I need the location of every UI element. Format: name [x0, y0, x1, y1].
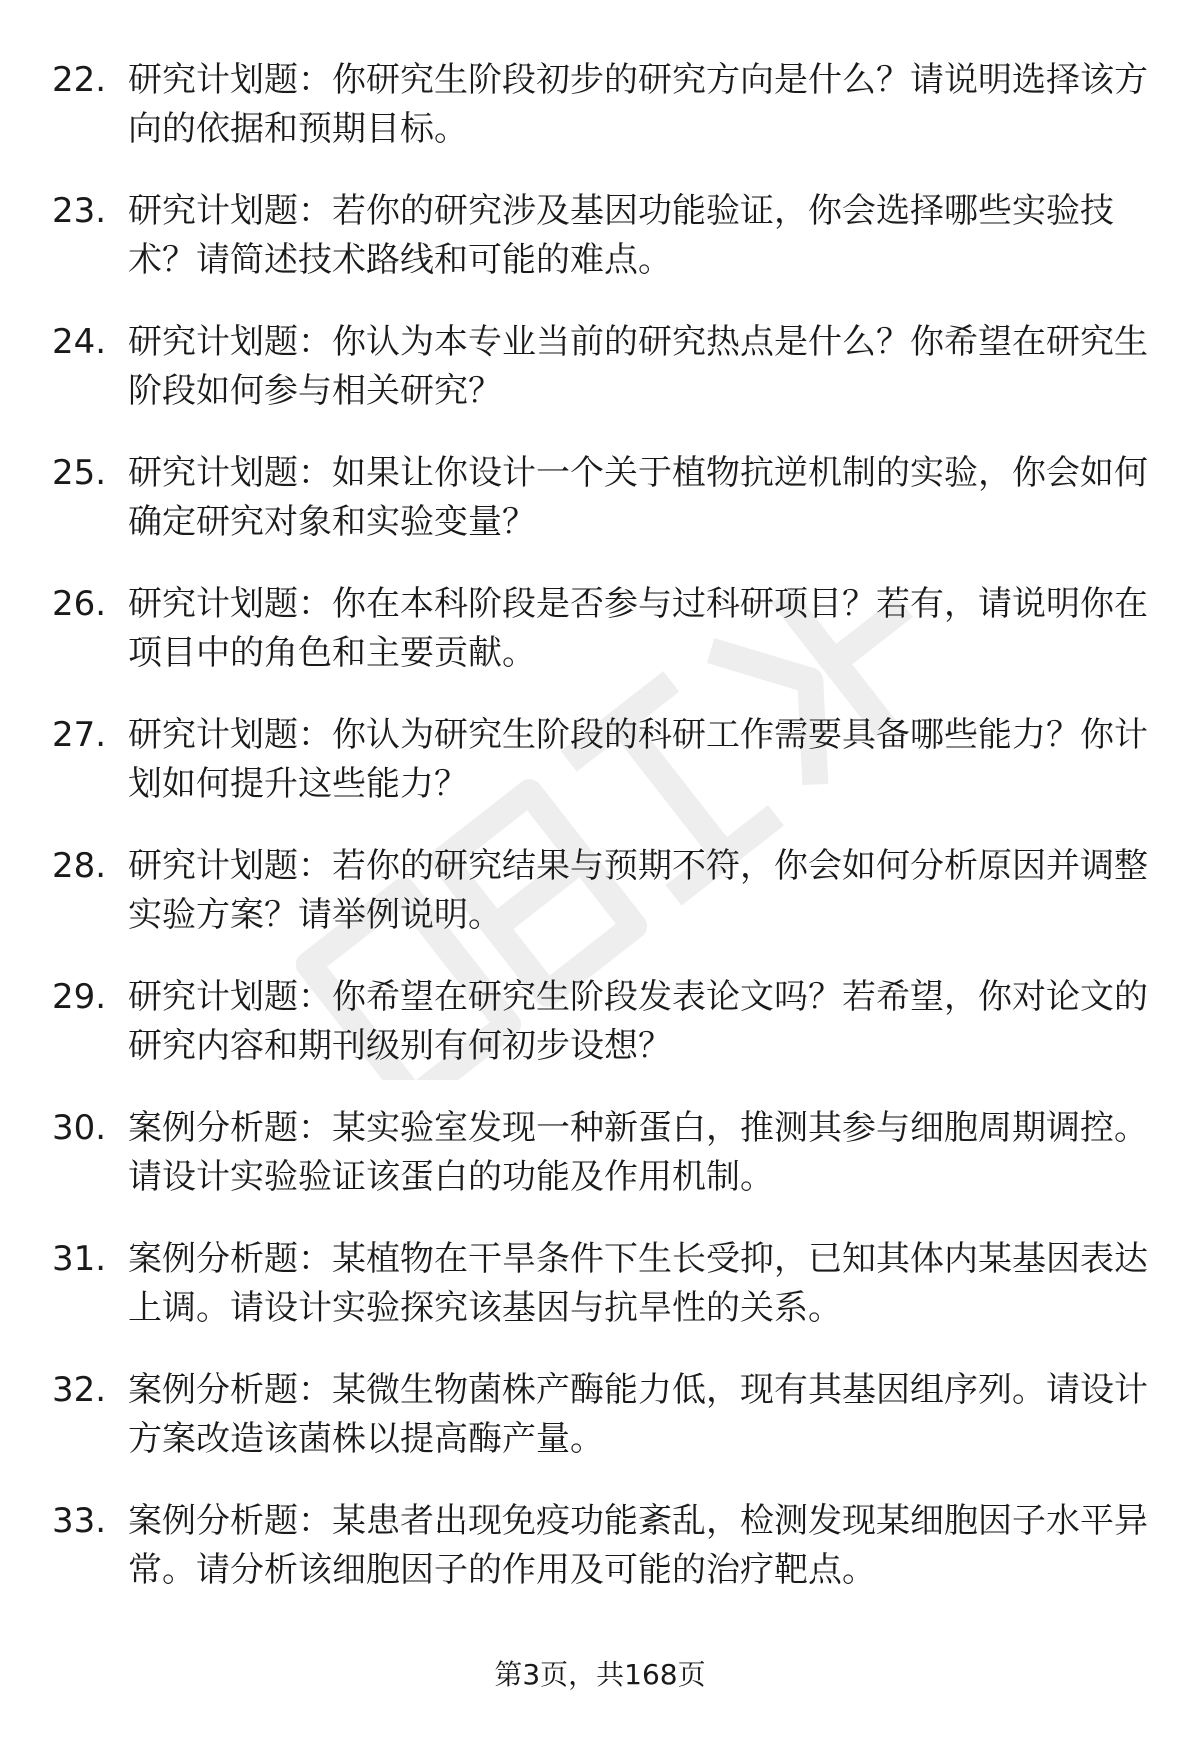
question-text: 案例分析题：某微生物菌株产酶能力低，现有其基因组序列。请设计方案改造该菌株以提高酶产量。	[128, 1370, 1148, 1459]
question-number: 33.	[52, 1501, 107, 1541]
question-text: 案例分析题：某植物在干旱条件下生长受抑，已知其体内某基因表达上调。请设计实验探究该基因与抗旱性的关系。	[128, 1239, 1148, 1328]
question-item-24	[52, 318, 1152, 449]
question-number: 29.	[52, 977, 107, 1017]
question-text: 研究计划题：你认为研究生阶段的科研工作需要具备哪些能力？你计划如何提升这些能力？	[128, 715, 1148, 804]
question-number: 23.	[52, 191, 107, 231]
question-number: 31.	[52, 1239, 107, 1279]
question-item-30	[52, 1104, 1152, 1235]
question-item-27	[52, 711, 1152, 842]
page-number-label: 第3页，共168页	[494, 1658, 706, 1691]
question-number: 26.	[52, 584, 107, 624]
question-item-22	[52, 56, 1152, 187]
question-number: 22.	[52, 60, 107, 100]
question-item-31	[52, 1235, 1152, 1366]
question-text: 研究计划题：你认为本专业当前的研究热点是什么？你希望在研究生阶段如何参与相关研究？	[128, 322, 1148, 411]
question-number: 25.	[52, 453, 107, 493]
question-number: 24.	[52, 322, 107, 362]
question-text: 案例分析题：某实验室发现一种新蛋白，推测其参与细胞周期调控。请设计实验验证该蛋白的功能及作用机制。	[128, 1108, 1148, 1197]
question-item-23	[52, 187, 1152, 318]
question-item-26	[52, 580, 1152, 711]
question-text: 案例分析题：某患者出现免疫功能紊乱，检测发现某细胞因子水平异常。请分析该细胞因子的作用及可能的治疗靶点。	[128, 1501, 1148, 1590]
question-text: 研究计划题：你研究生阶段初步的研究方向是什么？请说明选择该方向的依据和预期目标。	[128, 60, 1148, 149]
question-item-29	[52, 973, 1152, 1104]
question-number: 32.	[52, 1370, 107, 1410]
question-item-33	[52, 1497, 1152, 1628]
page-footer	[0, 1655, 1200, 1695]
question-number: 27.	[52, 715, 107, 755]
question-list	[52, 56, 1152, 1628]
question-text: 研究计划题：若你的研究涉及基因功能验证，你会选择哪些实验技术？请简述技术路线和可能的难点。	[128, 191, 1114, 280]
question-item-28	[52, 842, 1152, 973]
question-item-25	[52, 449, 1152, 580]
question-item-32	[52, 1366, 1152, 1497]
question-text: 研究计划题：若你的研究结果与预期不符，你会如何分析原因并调整实验方案？请举例说明。	[128, 846, 1148, 935]
question-number: 28.	[52, 846, 107, 886]
question-number: 30.	[52, 1108, 107, 1148]
question-text: 研究计划题：你在本科阶段是否参与过科研项目？若有，请说明你在项目中的角色和主要贡献。	[128, 584, 1148, 673]
question-text: 研究计划题：如果让你设计一个关于植物抗逆机制的实验，你会如何确定研究对象和实验变量？	[128, 453, 1148, 542]
question-text: 研究计划题：你希望在研究生阶段发表论文吗？若希望，你对论文的研究内容和期刊级别有何初步设想？	[128, 977, 1148, 1066]
